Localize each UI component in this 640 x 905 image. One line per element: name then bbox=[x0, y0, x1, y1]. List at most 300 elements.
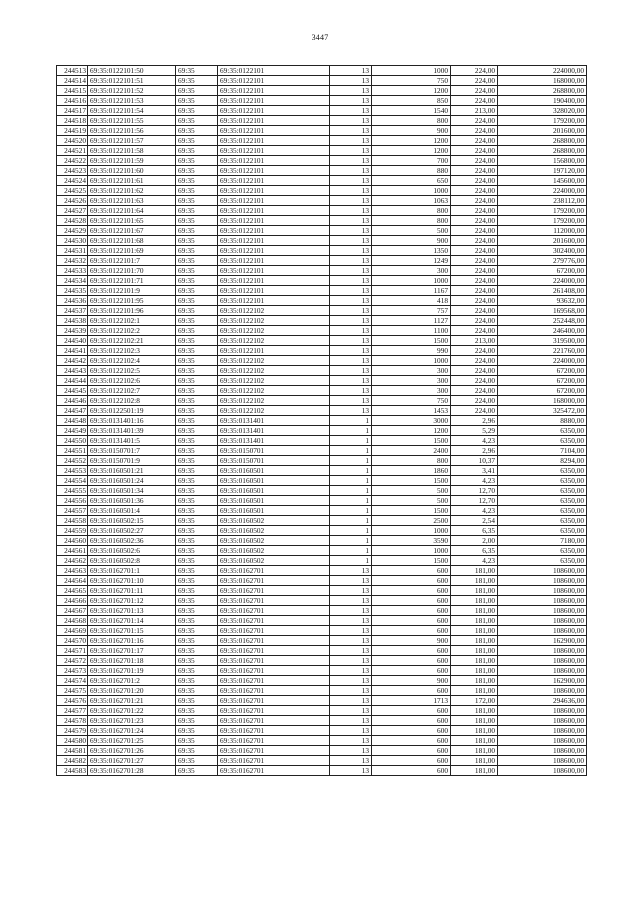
row-id-cell: 244581 bbox=[57, 746, 88, 756]
row-id-cell: 244527 bbox=[57, 206, 88, 216]
row-id-cell: 244542 bbox=[57, 356, 88, 366]
quarter-cell: 13 bbox=[330, 576, 372, 586]
area-cell: 1200 bbox=[372, 146, 451, 156]
table-row bbox=[57, 686, 587, 696]
cadastral-number-cell: 69:35:0122101:95 bbox=[88, 296, 176, 306]
row-id-cell: 244549 bbox=[57, 426, 88, 436]
table-row bbox=[57, 306, 587, 316]
cadastral-number-cell: 69:35:0160502:6 bbox=[88, 546, 176, 556]
quarter-cell: 13 bbox=[330, 396, 372, 406]
row-id-cell: 244545 bbox=[57, 386, 88, 396]
area-cell: 418 bbox=[372, 296, 451, 306]
region-code-cell: 69:35 bbox=[176, 106, 218, 116]
area-cell: 1000 bbox=[372, 526, 451, 536]
area-cell: 900 bbox=[372, 126, 451, 136]
cadastral-number-cell: 69:35:0162701:22 bbox=[88, 706, 176, 716]
area-cell: 1000 bbox=[372, 546, 451, 556]
row-id-cell: 244537 bbox=[57, 306, 88, 316]
region-code-cell: 69:35 bbox=[176, 286, 218, 296]
cadastral-number-cell: 69:35:0162701:23 bbox=[88, 716, 176, 726]
total-value-cell: 108600,00 bbox=[498, 586, 587, 596]
quarter-cell: 13 bbox=[330, 706, 372, 716]
table-row bbox=[57, 286, 587, 296]
quarter-cell: 1 bbox=[330, 516, 372, 526]
unit-price-cell: 213,00 bbox=[451, 336, 498, 346]
row-id-cell: 244544 bbox=[57, 376, 88, 386]
quarter-cell: 13 bbox=[330, 646, 372, 656]
total-value-cell: 8880,00 bbox=[498, 416, 587, 426]
cadastral-block-cell: 69:35:0122102 bbox=[218, 386, 330, 396]
unit-price-cell: 224,00 bbox=[451, 76, 498, 86]
total-value-cell: 252448,00 bbox=[498, 316, 587, 326]
unit-price-cell: 224,00 bbox=[451, 206, 498, 216]
quarter-cell: 1 bbox=[330, 476, 372, 486]
cadastral-number-cell: 69:35:0122101:71 bbox=[88, 276, 176, 286]
area-cell: 600 bbox=[372, 766, 451, 776]
quarter-cell: 13 bbox=[330, 656, 372, 666]
cadastral-block-cell: 69:35:0162701 bbox=[218, 706, 330, 716]
region-code-cell: 69:35 bbox=[176, 296, 218, 306]
region-code-cell: 69:35 bbox=[176, 136, 218, 146]
total-value-cell: 224000,00 bbox=[498, 356, 587, 366]
table-row bbox=[57, 636, 587, 646]
row-id-cell: 244519 bbox=[57, 126, 88, 136]
cadastral-block-cell: 69:35:0160502 bbox=[218, 546, 330, 556]
unit-price-cell: 181,00 bbox=[451, 616, 498, 626]
cadastral-block-cell: 69:35:0122101 bbox=[218, 226, 330, 236]
total-value-cell: 6350,00 bbox=[498, 526, 587, 536]
cadastral-number-cell: 69:35:0160501:21 bbox=[88, 466, 176, 476]
unit-price-cell: 6,35 bbox=[451, 546, 498, 556]
table-row bbox=[57, 416, 587, 426]
table-row bbox=[57, 76, 587, 86]
total-value-cell: 67200,00 bbox=[498, 386, 587, 396]
cadastral-number-cell: 69:35:0122101:69 bbox=[88, 246, 176, 256]
cadastral-block-cell: 69:35:0122101 bbox=[218, 196, 330, 206]
cadastral-number-cell: 69:35:0122101:65 bbox=[88, 216, 176, 226]
row-id-cell: 244566 bbox=[57, 596, 88, 606]
cadastral-block-cell: 69:35:0122101 bbox=[218, 216, 330, 226]
cadastral-block-cell: 69:35:0131401 bbox=[218, 436, 330, 446]
quarter-cell: 13 bbox=[330, 686, 372, 696]
region-code-cell: 69:35 bbox=[176, 376, 218, 386]
cadastral-block-cell: 69:35:0160501 bbox=[218, 476, 330, 486]
total-value-cell: 108600,00 bbox=[498, 566, 587, 576]
cadastral-number-cell: 69:35:0160501:24 bbox=[88, 476, 176, 486]
total-value-cell: 201600,00 bbox=[498, 236, 587, 246]
total-value-cell: 179200,00 bbox=[498, 216, 587, 226]
cadastral-number-cell: 69:35:0122101:52 bbox=[88, 86, 176, 96]
cadastral-block-cell: 69:35:0122101 bbox=[218, 106, 330, 116]
region-code-cell: 69:35 bbox=[176, 696, 218, 706]
area-cell: 1540 bbox=[372, 106, 451, 116]
region-code-cell: 69:35 bbox=[176, 446, 218, 456]
quarter-cell: 13 bbox=[330, 206, 372, 216]
area-cell: 300 bbox=[372, 376, 451, 386]
region-code-cell: 69:35 bbox=[176, 336, 218, 346]
table-row bbox=[57, 506, 587, 516]
unit-price-cell: 172,00 bbox=[451, 696, 498, 706]
quarter-cell: 13 bbox=[330, 276, 372, 286]
cadastral-block-cell: 69:35:0122102 bbox=[218, 356, 330, 366]
table-row bbox=[57, 156, 587, 166]
total-value-cell: 108600,00 bbox=[498, 736, 587, 746]
row-id-cell: 244536 bbox=[57, 296, 88, 306]
unit-price-cell: 224,00 bbox=[451, 116, 498, 126]
row-id-cell: 244514 bbox=[57, 76, 88, 86]
cadastral-number-cell: 69:35:0122101:53 bbox=[88, 96, 176, 106]
table-row bbox=[57, 446, 587, 456]
cadastral-block-cell: 69:35:0122101 bbox=[218, 126, 330, 136]
table-row bbox=[57, 756, 587, 766]
region-code-cell: 69:35 bbox=[176, 346, 218, 356]
cadastral-block-cell: 69:35:0122102 bbox=[218, 406, 330, 416]
table-row bbox=[57, 646, 587, 656]
row-id-cell: 244521 bbox=[57, 146, 88, 156]
cadastral-block-cell: 69:35:0131401 bbox=[218, 426, 330, 436]
quarter-cell: 13 bbox=[330, 296, 372, 306]
quarter-cell: 1 bbox=[330, 496, 372, 506]
area-cell: 1350 bbox=[372, 246, 451, 256]
area-cell: 1713 bbox=[372, 696, 451, 706]
row-id-cell: 244554 bbox=[57, 476, 88, 486]
row-id-cell: 244574 bbox=[57, 676, 88, 686]
area-cell: 1453 bbox=[372, 406, 451, 416]
unit-price-cell: 3,41 bbox=[451, 466, 498, 476]
table-row bbox=[57, 206, 587, 216]
row-id-cell: 244582 bbox=[57, 756, 88, 766]
region-code-cell: 69:35 bbox=[176, 496, 218, 506]
area-cell: 600 bbox=[372, 736, 451, 746]
table-row bbox=[57, 376, 587, 386]
unit-price-cell: 224,00 bbox=[451, 166, 498, 176]
area-cell: 1000 bbox=[372, 356, 451, 366]
cadastral-number-cell: 69:35:0162701:24 bbox=[88, 726, 176, 736]
region-code-cell: 69:35 bbox=[176, 626, 218, 636]
cadastral-block-cell: 69:35:0122102 bbox=[218, 396, 330, 406]
quarter-cell: 13 bbox=[330, 306, 372, 316]
region-code-cell: 69:35 bbox=[176, 636, 218, 646]
cadastral-number-cell: 69:35:0122101:64 bbox=[88, 206, 176, 216]
table-row bbox=[57, 186, 587, 196]
region-code-cell: 69:35 bbox=[176, 66, 218, 76]
table-row bbox=[57, 216, 587, 226]
cadastral-block-cell: 69:35:0122101 bbox=[218, 286, 330, 296]
cadastral-block-cell: 69:35:0122102 bbox=[218, 336, 330, 346]
row-id-cell: 244573 bbox=[57, 666, 88, 676]
table-row bbox=[57, 256, 587, 266]
row-id-cell: 244535 bbox=[57, 286, 88, 296]
cadastral-number-cell: 69:35:0122501:19 bbox=[88, 406, 176, 416]
cadastral-number-cell: 69:35:0162701:21 bbox=[88, 696, 176, 706]
cadastral-block-cell: 69:35:0162701 bbox=[218, 756, 330, 766]
row-id-cell: 244530 bbox=[57, 236, 88, 246]
region-code-cell: 69:35 bbox=[176, 356, 218, 366]
row-id-cell: 244565 bbox=[57, 586, 88, 596]
cadastral-number-cell: 69:35:0122101:62 bbox=[88, 186, 176, 196]
area-cell: 600 bbox=[372, 716, 451, 726]
cadastral-block-cell: 69:35:0122101 bbox=[218, 236, 330, 246]
area-cell: 1500 bbox=[372, 336, 451, 346]
table-row bbox=[57, 486, 587, 496]
unit-price-cell: 224,00 bbox=[451, 136, 498, 146]
area-cell: 1000 bbox=[372, 276, 451, 286]
unit-price-cell: 4,23 bbox=[451, 476, 498, 486]
cadastral-block-cell: 69:35:0162701 bbox=[218, 746, 330, 756]
region-code-cell: 69:35 bbox=[176, 746, 218, 756]
total-value-cell: 179200,00 bbox=[498, 206, 587, 216]
table-row bbox=[57, 336, 587, 346]
cadastral-number-cell: 69:35:0122102:4 bbox=[88, 356, 176, 366]
quarter-cell: 13 bbox=[330, 186, 372, 196]
region-code-cell: 69:35 bbox=[176, 236, 218, 246]
quarter-cell: 13 bbox=[330, 566, 372, 576]
table-row bbox=[57, 656, 587, 666]
cadastral-number-cell: 69:35:0131401:39 bbox=[88, 426, 176, 436]
total-value-cell: 328020,00 bbox=[498, 106, 587, 116]
table-row bbox=[57, 676, 587, 686]
region-code-cell: 69:35 bbox=[176, 566, 218, 576]
cadastral-number-cell: 69:35:0150701:9 bbox=[88, 456, 176, 466]
table-row bbox=[57, 276, 587, 286]
quarter-cell: 13 bbox=[330, 76, 372, 86]
region-code-cell: 69:35 bbox=[176, 126, 218, 136]
cadastral-number-cell: 69:35:0162701:10 bbox=[88, 576, 176, 586]
area-cell: 800 bbox=[372, 116, 451, 126]
region-code-cell: 69:35 bbox=[176, 456, 218, 466]
total-value-cell: 108600,00 bbox=[498, 646, 587, 656]
total-value-cell: 162900,00 bbox=[498, 676, 587, 686]
unit-price-cell: 224,00 bbox=[451, 396, 498, 406]
area-cell: 900 bbox=[372, 236, 451, 246]
quarter-cell: 13 bbox=[330, 366, 372, 376]
total-value-cell: 67200,00 bbox=[498, 366, 587, 376]
cadastral-block-cell: 69:35:0160502 bbox=[218, 536, 330, 546]
cadastral-number-cell: 69:35:0160501:4 bbox=[88, 506, 176, 516]
cadastral-block-cell: 69:35:0162701 bbox=[218, 616, 330, 626]
total-value-cell: 93632,00 bbox=[498, 296, 587, 306]
quarter-cell: 13 bbox=[330, 376, 372, 386]
region-code-cell: 69:35 bbox=[176, 466, 218, 476]
row-id-cell: 244518 bbox=[57, 116, 88, 126]
region-code-cell: 69:35 bbox=[176, 156, 218, 166]
cadastral-number-cell: 69:35:0150701:7 bbox=[88, 446, 176, 456]
region-code-cell: 69:35 bbox=[176, 536, 218, 546]
area-cell: 757 bbox=[372, 306, 451, 316]
area-cell: 500 bbox=[372, 496, 451, 506]
region-code-cell: 69:35 bbox=[176, 676, 218, 686]
cadastral-block-cell: 69:35:0122102 bbox=[218, 306, 330, 316]
unit-price-cell: 181,00 bbox=[451, 596, 498, 606]
unit-price-cell: 181,00 bbox=[451, 676, 498, 686]
row-id-cell: 244513 bbox=[57, 66, 88, 76]
table-row bbox=[57, 346, 587, 356]
total-value-cell: 224000,00 bbox=[498, 186, 587, 196]
quarter-cell: 1 bbox=[330, 506, 372, 516]
quarter-cell: 13 bbox=[330, 86, 372, 96]
cadastral-number-cell: 69:35:0160501:34 bbox=[88, 486, 176, 496]
total-value-cell: 8294,00 bbox=[498, 456, 587, 466]
cadastral-block-cell: 69:35:0162701 bbox=[218, 596, 330, 606]
table-row bbox=[57, 496, 587, 506]
cadastral-number-cell: 69:35:0162701:19 bbox=[88, 666, 176, 676]
total-value-cell: 6350,00 bbox=[498, 466, 587, 476]
table-row bbox=[57, 746, 587, 756]
cadastral-block-cell: 69:35:0162701 bbox=[218, 676, 330, 686]
cadastral-block-cell: 69:35:0122102 bbox=[218, 376, 330, 386]
cadastral-number-cell: 69:35:0162701:27 bbox=[88, 756, 176, 766]
cadastral-block-cell: 69:35:0122101 bbox=[218, 146, 330, 156]
cadastral-block-cell: 69:35:0162701 bbox=[218, 766, 330, 776]
cadastral-block-cell: 69:35:0160501 bbox=[218, 496, 330, 506]
quarter-cell: 13 bbox=[330, 136, 372, 146]
cadastral-number-cell: 69:35:0160502:15 bbox=[88, 516, 176, 526]
unit-price-cell: 224,00 bbox=[451, 176, 498, 186]
region-code-cell: 69:35 bbox=[176, 686, 218, 696]
cadastral-block-cell: 69:35:0162701 bbox=[218, 646, 330, 656]
unit-price-cell: 2,96 bbox=[451, 446, 498, 456]
area-cell: 1063 bbox=[372, 196, 451, 206]
region-code-cell: 69:35 bbox=[176, 556, 218, 566]
total-value-cell: 261408,00 bbox=[498, 286, 587, 296]
total-value-cell: 294636,00 bbox=[498, 696, 587, 706]
region-code-cell: 69:35 bbox=[176, 486, 218, 496]
region-code-cell: 69:35 bbox=[176, 186, 218, 196]
table-row bbox=[57, 556, 587, 566]
total-value-cell: 67200,00 bbox=[498, 266, 587, 276]
cadastral-block-cell: 69:35:0162701 bbox=[218, 566, 330, 576]
cadastral-number-cell: 69:35:0122101:63 bbox=[88, 196, 176, 206]
cadastral-block-cell: 69:35:0150701 bbox=[218, 456, 330, 466]
table-row bbox=[57, 226, 587, 236]
cadastral-number-cell: 69:35:0122101:96 bbox=[88, 306, 176, 316]
area-cell: 1167 bbox=[372, 286, 451, 296]
row-id-cell: 244523 bbox=[57, 166, 88, 176]
cadastral-number-cell: 69:35:0122101:55 bbox=[88, 116, 176, 126]
unit-price-cell: 224,00 bbox=[451, 126, 498, 136]
quarter-cell: 13 bbox=[330, 66, 372, 76]
total-value-cell: 168000,00 bbox=[498, 76, 587, 86]
total-value-cell: 238112,00 bbox=[498, 196, 587, 206]
row-id-cell: 244580 bbox=[57, 736, 88, 746]
cadastral-number-cell: 69:35:0162701:17 bbox=[88, 646, 176, 656]
unit-price-cell: 4,23 bbox=[451, 556, 498, 566]
region-code-cell: 69:35 bbox=[176, 256, 218, 266]
unit-price-cell: 181,00 bbox=[451, 716, 498, 726]
region-code-cell: 69:35 bbox=[176, 596, 218, 606]
cadastral-block-cell: 69:35:0122101 bbox=[218, 186, 330, 196]
total-value-cell: 108600,00 bbox=[498, 766, 587, 776]
unit-price-cell: 224,00 bbox=[451, 376, 498, 386]
table-row bbox=[57, 456, 587, 466]
row-id-cell: 244570 bbox=[57, 636, 88, 646]
cadastral-block-cell: 69:35:0122101 bbox=[218, 96, 330, 106]
cadastral-block-cell: 69:35:0160501 bbox=[218, 486, 330, 496]
cadastral-number-cell: 69:35:0162701:1 bbox=[88, 566, 176, 576]
cadastral-block-cell: 69:35:0160501 bbox=[218, 506, 330, 516]
row-id-cell: 244551 bbox=[57, 446, 88, 456]
table-row bbox=[57, 266, 587, 276]
cadastral-number-cell: 69:35:0162701:20 bbox=[88, 686, 176, 696]
area-cell: 600 bbox=[372, 596, 451, 606]
cadastral-number-cell: 69:35:0122101:9 bbox=[88, 286, 176, 296]
quarter-cell: 1 bbox=[330, 556, 372, 566]
quarter-cell: 13 bbox=[330, 116, 372, 126]
cadastral-block-cell: 69:35:0122101 bbox=[218, 156, 330, 166]
total-value-cell: 6350,00 bbox=[498, 556, 587, 566]
land-parcel-table bbox=[56, 65, 587, 776]
area-cell: 1500 bbox=[372, 506, 451, 516]
region-code-cell: 69:35 bbox=[176, 306, 218, 316]
cadastral-block-cell: 69:35:0122101 bbox=[218, 76, 330, 86]
cadastral-number-cell: 69:35:0122102:2 bbox=[88, 326, 176, 336]
cadastral-number-cell: 69:35:0122102:1 bbox=[88, 316, 176, 326]
cadastral-number-cell: 69:35:0122101:61 bbox=[88, 176, 176, 186]
region-code-cell: 69:35 bbox=[176, 266, 218, 276]
unit-price-cell: 224,00 bbox=[451, 266, 498, 276]
row-id-cell: 244534 bbox=[57, 276, 88, 286]
cadastral-number-cell: 69:35:0122102:5 bbox=[88, 366, 176, 376]
cadastral-block-cell: 69:35:0162701 bbox=[218, 726, 330, 736]
region-code-cell: 69:35 bbox=[176, 426, 218, 436]
row-id-cell: 244531 bbox=[57, 246, 88, 256]
row-id-cell: 244568 bbox=[57, 616, 88, 626]
cadastral-block-cell: 69:35:0122101 bbox=[218, 206, 330, 216]
total-value-cell: 108600,00 bbox=[498, 656, 587, 666]
region-code-cell: 69:35 bbox=[176, 366, 218, 376]
cadastral-block-cell: 69:35:0160502 bbox=[218, 556, 330, 566]
cadastral-number-cell: 69:35:0160502:27 bbox=[88, 526, 176, 536]
region-code-cell: 69:35 bbox=[176, 526, 218, 536]
total-value-cell: 108600,00 bbox=[498, 716, 587, 726]
unit-price-cell: 224,00 bbox=[451, 406, 498, 416]
area-cell: 850 bbox=[372, 96, 451, 106]
area-cell: 600 bbox=[372, 756, 451, 766]
total-value-cell: 6350,00 bbox=[498, 496, 587, 506]
region-code-cell: 69:35 bbox=[176, 656, 218, 666]
area-cell: 2400 bbox=[372, 446, 451, 456]
cadastral-number-cell: 69:35:0162701:16 bbox=[88, 636, 176, 646]
cadastral-number-cell: 69:35:0122102:7 bbox=[88, 386, 176, 396]
unit-price-cell: 181,00 bbox=[451, 626, 498, 636]
area-cell: 500 bbox=[372, 226, 451, 236]
table-row bbox=[57, 586, 587, 596]
area-cell: 300 bbox=[372, 266, 451, 276]
total-value-cell: 108600,00 bbox=[498, 616, 587, 626]
quarter-cell: 13 bbox=[330, 726, 372, 736]
quarter-cell: 1 bbox=[330, 486, 372, 496]
table-row bbox=[57, 576, 587, 586]
quarter-cell: 13 bbox=[330, 626, 372, 636]
row-id-cell: 244547 bbox=[57, 406, 88, 416]
row-id-cell: 244561 bbox=[57, 546, 88, 556]
unit-price-cell: 224,00 bbox=[451, 246, 498, 256]
total-value-cell: 6350,00 bbox=[498, 516, 587, 526]
total-value-cell: 108600,00 bbox=[498, 756, 587, 766]
table-row bbox=[57, 326, 587, 336]
total-value-cell: 6350,00 bbox=[498, 486, 587, 496]
table-row bbox=[57, 726, 587, 736]
cadastral-block-cell: 69:35:0122102 bbox=[218, 326, 330, 336]
area-cell: 1200 bbox=[372, 426, 451, 436]
area-cell: 650 bbox=[372, 176, 451, 186]
table-row bbox=[57, 296, 587, 306]
area-cell: 1127 bbox=[372, 316, 451, 326]
quarter-cell: 13 bbox=[330, 96, 372, 106]
region-code-cell: 69:35 bbox=[176, 516, 218, 526]
cadastral-block-cell: 69:35:0122101 bbox=[218, 66, 330, 76]
area-cell: 880 bbox=[372, 166, 451, 176]
